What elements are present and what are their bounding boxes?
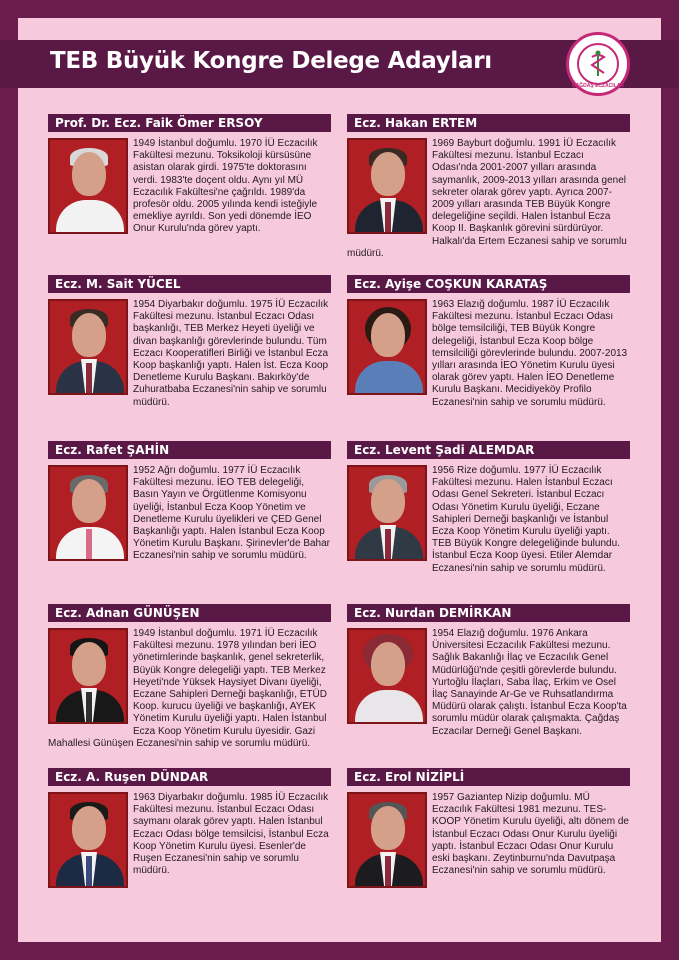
candidate-card	[48, 441, 331, 563]
candidate-bio: 1949 İstanbul doğumlu. 1971 İÜ Eczacılık Fakültesi mezunu. 1978 yılından beri İEO yönetimlerinde başkanlık, genel sekreterlik, Büyük Kongre delegeliği yaptı. TEB Merkez Heyeti'nde Yüksek Haysiyet Divanı üyeliği, Eczane Sahipleri Derneği başkanlığı, ETÜD Koop. kurucu üyeliği ve başkanlığı, AYEK Yönetim Kurulu üyeliği yaptı. Halen İstanbul Ecza Koop Yönetim Kurulu üyesidir. Gazi Mahallesi Günüşen Eczanesi'nin sahip ve sorumlu müdürü.	[48, 628, 327, 749]
candidate-bio: 1949 İstanbul doğumlu. 1970 İÜ Eczacılık Fakültesi mezunu. Toksikoloji kürsüsüne asistan olarak girdi. 1975'te doktorasını verdi. 1983'te doçent oldu. Aynı yıl MÜ Eczacılık Fakültesi'ne çağrıldı. 1989'da profesör oldu. 2005 yılında kendi isteğiyle emekliye ayrıldı. Son yedi dönemde İEO Onur Kurulu'nda görev yaptı.	[133, 138, 318, 235]
candidate-bio: 1963 Diyarbakır doğumlu. 1985 İÜ Eczacılık Fakültesi mezunu. İstanbul Eczacı Odası saymanı olarak görev yaptı. Halen İstanbul Eczacı Odası bölge temsilcisi, İstanbul Ecza Koop Yönetim Kurulu üyesi. Esenler'de Ruşen Eczanesi'nin sahip ve sorumlu müdürü.	[133, 792, 329, 877]
candidate-name: Ecz. Adnan GÜNÜŞEN	[48, 604, 331, 622]
candidate-name: Ecz. Ayişe COŞKUN KARATAŞ	[347, 275, 630, 293]
candidate-card	[48, 114, 331, 236]
candidate-card	[347, 275, 630, 409]
candidate-bio: 1952 Ağrı doğumlu. 1977 İÜ Eczacılık Fakültesi mezunu. İEO TEB delegeliği, Basın Yayın ve Örgütlenme Komisyonu üyeliği, İstanbul Ecza Koop Yönetim ve Denetleme Kurulu üyelikleri ve ÇED Genel Başkanlığı yaptı. Halen İstanbul Ecza Koop Yönetim Kurulu Başkanı. Şirinevler'de Bahar Eczanesi'nin sahip ve sorumlu müdürü.	[133, 465, 331, 562]
candidate-name: Ecz. M. Sait YÜCEL	[48, 275, 331, 293]
candidate-photo	[48, 628, 128, 724]
logo-text: ÇAĞDAŞ ECZACILAR	[572, 83, 624, 89]
candidate-card	[347, 604, 630, 738]
candidate-name: Ecz. Erol NİZİPLİ	[347, 768, 630, 786]
candidate-name: Ecz. Hakan ERTEM	[347, 114, 630, 132]
candidate-photo	[347, 792, 427, 888]
candidate-bio: 1963 Elazığ doğumlu. 1987 İÜ Eczacılık Fakültesi mezunu. İstanbul Eczacı Odası bölge temsilciliği, TEB Büyük Kongre delegeliği, İstanbul Ecza Koop bölge temsilciliği görevlerinde bulundu. 2007-2013 yılları arasında İEO Yönetim Kurulu üyesi olarak görev yaptı. Halen İEO Denetleme Kurulu Başkanı. Mecidiyeköy Profilo Eczanesi'nin sahip ve sorumlu müdürü.	[432, 299, 628, 408]
candidate-name: Ecz. Levent Şadi ALEMDAR	[347, 441, 630, 459]
candidate-photo	[48, 465, 128, 561]
candidate-bio: 1954 Elazığ doğumlu. 1976 Ankara Üniversitesi Eczacılık Fakültesi mezunu. Sağlık Bakanlığı İlaç ve Eczacılık Genel Müdürlüğü'nde çeşitli görevlerde bulundu. Yurtoğlu İlaçları, Saba İlaç, Erkim ve Osel İlaç Sanayinde Ar-Ge ve Ruhsatlandırma Müdürü olarak çalıştı. İstanbul Ecza Koop'ta sorumlu müdür olarak çalışmakta. Çağdaş Eczacılar Derneği Genel Başkanı.	[432, 628, 627, 737]
candidate-name: Ecz. A. Ruşen DÜNDAR	[48, 768, 331, 786]
candidate-name: Prof. Dr. Ecz. Faik Ömer ERSOY	[48, 114, 331, 132]
candidate-photo	[347, 299, 427, 395]
candidate-bio: 1957 Gaziantep Nizip doğumlu. MÜ Eczacılık Fakültesi 1981 mezunu. TES-KOOP Yönetim Kurulu üyeliği, altı dönem de İstanbul Eczacı Odası Onur Kurulu üyeliği yaptı. İstanbul Eczacı Odası Onur Kurulu eski başkanı. Zeytinburnu'nda Davutpaşa Eczanesi'nin sahip ve sorumlu müdürü.	[432, 792, 629, 877]
candidate-bio: 1956 Rize doğumlu. 1977 İÜ Eczacılık Fakültesi mezunu. Halen İstanbul Eczacı Odası Genel Sekreteri. İstanbul Eczacı Odası Yönetim Kurulu üyeliği, Eczane Sahipleri Derneği başkanlığı ve İstanbul Ecza Koop Yönetim Kurulu üyeliği yaptı. TEB Büyük Kongre delegeliğinde bulundu. İstanbul Ecza Koop üyesi. Etiler Alemdar Eczanesi'nin sahip ve sorumlu müdürü.	[432, 465, 620, 574]
candidate-card	[48, 275, 331, 409]
caduceus-icon	[577, 43, 619, 85]
candidate-name: Ecz. Rafet ŞAHİN	[48, 441, 331, 459]
candidate-name: Ecz. Nurdan DEMİRKAN	[347, 604, 630, 622]
candidate-photo	[48, 792, 128, 888]
page-title: TEB Büyük Kongre Delege Adayları	[50, 48, 492, 74]
candidate-card	[347, 441, 630, 575]
candidate-card	[347, 768, 630, 890]
logo	[566, 32, 630, 96]
candidate-photo	[347, 465, 427, 561]
candidate-photo	[48, 299, 128, 395]
candidate-card	[48, 604, 331, 750]
candidate-card	[48, 768, 331, 890]
candidate-photo	[347, 138, 427, 234]
candidate-card	[347, 114, 630, 260]
candidate-bio: 1969 Bayburt doğumlu. 1991 İÜ Eczacılık Fakültesi mezunu. İstanbul Eczacı Odası'nda 2001-2007 yılları arasında saymanlık, 2009-2013 yılları arasında genel sekreter olarak görev yaptı. Ayrıca 2007-2009 yılları arasında TEB Büyük Kongre delegeliğine seçildi. Halen İstanbul Ecza Koop II. Başkanlık görevini sürdürüyor. Halkalı'da Ertem Eczanesi sahip ve sorumlu müdürü.	[347, 138, 627, 259]
candidate-photo	[347, 628, 427, 724]
candidate-photo	[48, 138, 128, 234]
candidate-bio: 1954 Diyarbakır doğumlu. 1975 İÜ Eczacılık Fakültesi mezunu. İstanbul Eczacı Odası başkanlığı, TEB Merkez Heyeti üyeliği ve divan başkanlığı görevlerinde bulundu. Tüm Eczacı Kooperatifleri Birliği ve İstanbul Ecza Koop başkanlığı yaptı. Halen İst. Ecza Koop Denetleme Kurulu Başkanı. Bakırköy'de Zuhuratbaba Eczanesi'nin sahip ve sorumlu müdürü.	[133, 299, 329, 408]
